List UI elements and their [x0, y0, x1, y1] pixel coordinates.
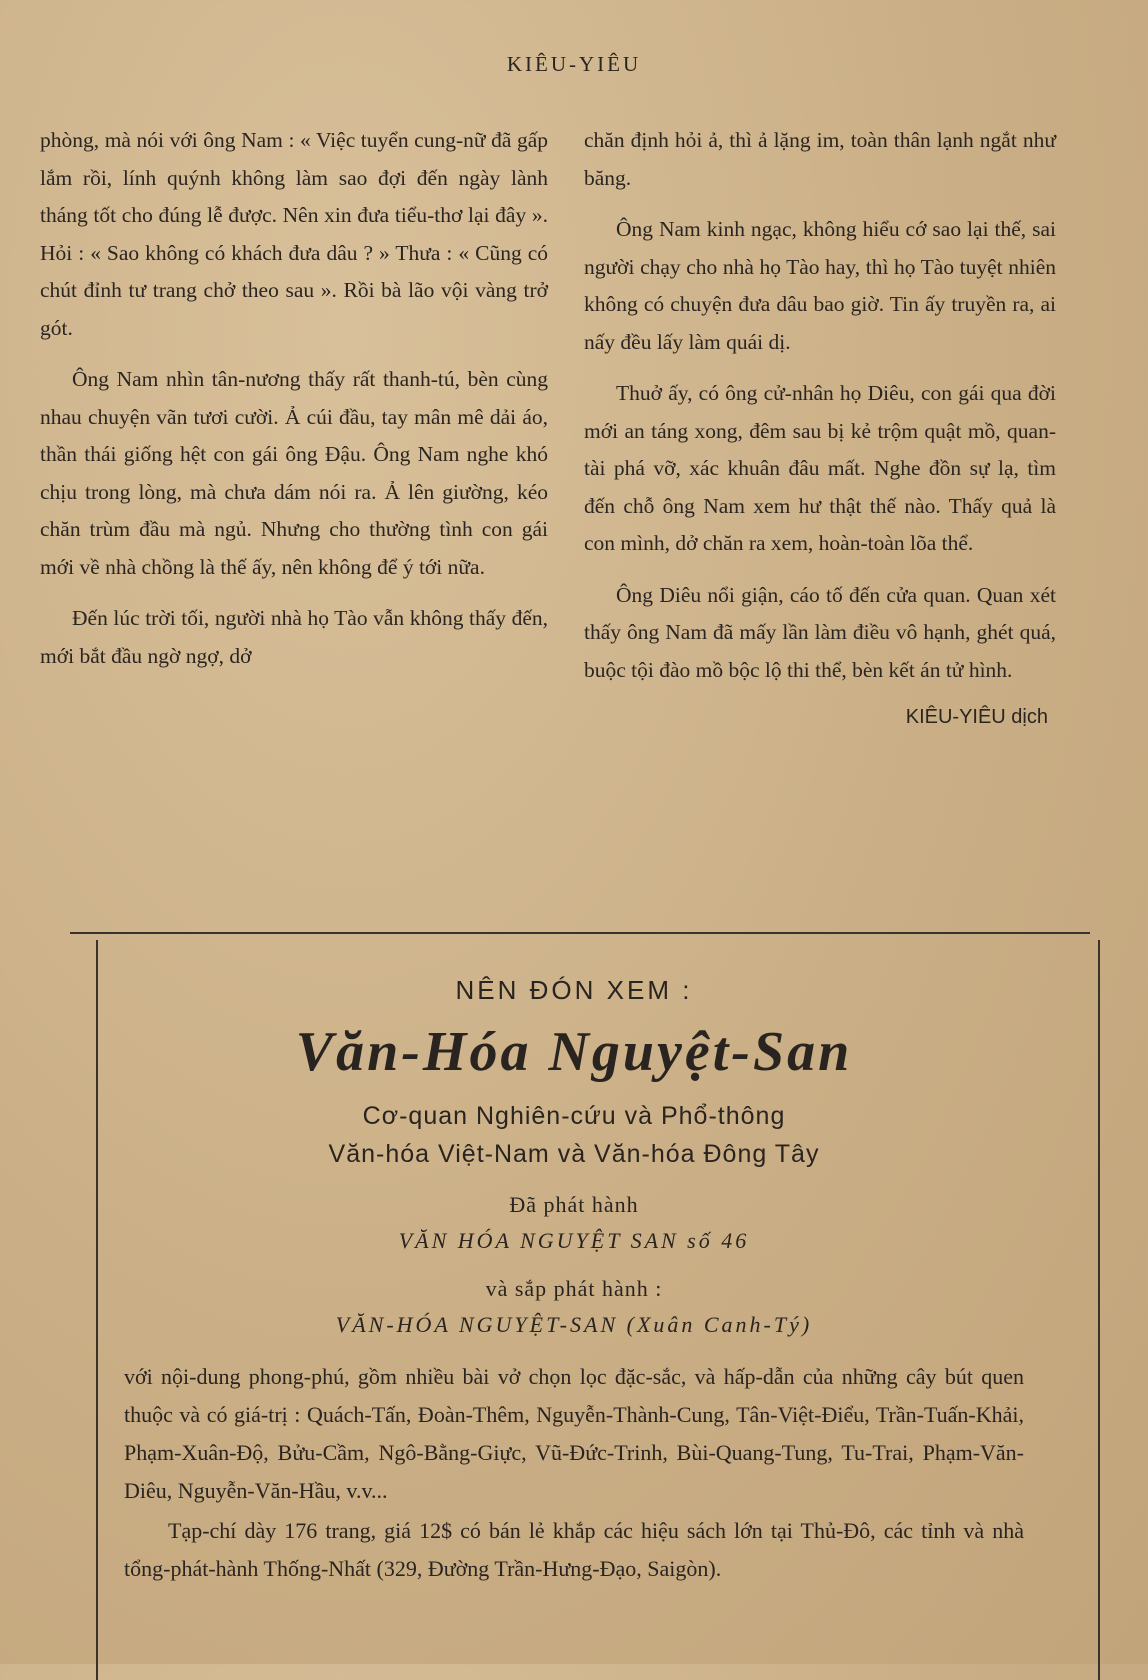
paragraph: chăn định hỏi ả, thì ả lặng im, toàn thân lạnh ngắt như băng. [584, 128, 1056, 190]
translator-signature: KIÊU-YIÊU dịch [905, 706, 1048, 728]
left-column [40, 122, 548, 689]
paragraph: Ông Diêu nổi giận, cáo tố đến cửa quan. Quan xét thấy ông Nam đã mấy lần làm điều vô hạnh, ghét quá, buộc tội đào mồ bộc lộ thi thể, bèn kết án tử hình. [584, 582, 1056, 682]
ad-line: Đã phát hành [509, 1192, 639, 1217]
divider [70, 932, 1090, 934]
ad-paragraph: Tạp-chí dày 176 trang, giá 12$ có bán lẻ khắp các hiệu sách lớn tại Thủ-Đô, các tỉnh và nhà tổng-phát-hành Thống-Nhất (329, Đường Trần-Hưng-Đạo, Saigòn). [124, 1518, 1024, 1581]
ad-body [124, 1358, 1024, 1590]
paragraph: Đến lúc trời tối, người nhà họ Tào vẫn không thấy đến, mới bắt đầu ngờ ngợ, dở [40, 606, 548, 668]
ad-issue: VĂN-HÓA NGUYỆT-SAN (Xuân Canh-Tý) [335, 1312, 813, 1337]
ad-subtitle: Cơ-quan Nghiên-cứu và Phổ-thông [362, 1102, 786, 1130]
paragraph: Ông Nam nhìn tân-nương thấy rất thanh-tú, bèn cùng nhau chuyện vãn tươi cười. Ả cúi đầu, tay mân mê dải áo, thần thái giống hệt con gái ông Đậu. Ông Nam nghe khó chịu trong lòng, mà chưa dám nói ra. Ả lên giường, kéo chăn trùm đầu mà ngủ. Nhưng cho thường tình con gái mới về nhà chồng là thế ấy, nên không để ý tới nữa. [40, 367, 548, 579]
ad-title: Văn-Hóa Nguyệt-San [295, 1021, 853, 1083]
ad-subtitle: Văn-hóa Việt-Nam và Văn-hóa Đông Tây [328, 1140, 820, 1168]
paragraph: Thuở ấy, có ông cử-nhân họ Diêu, con gái qua đời mới an táng xong, đêm sau bị kẻ trộm quật mồ, quan-tài phá vỡ, xác khuân đâu mất. Nghe đồn sự lạ, tìm đến chỗ ông Nam xem hư thật thế nào. Thấy quả là con mình, dở chăn ra xem, hoàn-toàn lõa thể. [584, 381, 1056, 555]
ad-lead: NÊN ĐÓN XEM : [455, 975, 693, 1005]
running-head: KIÊU-YIÊU [506, 52, 642, 76]
ad-issue: VĂN HÓA NGUYỆT SAN số 46 [398, 1228, 750, 1253]
paragraph: Ông Nam kinh ngạc, không hiểu cớ sao lại thế, sai người chạy cho nhà họ Tào hay, thì họ Tào tuyệt nhiên không có chuyện đưa dâu bao giờ. Tin ấy truyền ra, ai nấy đều lấy làm quái dị. [584, 217, 1056, 354]
ad-paragraph: với nội-dung phong-phú, gồm nhiều bài vở chọn lọc đặc-sắc, và hấp-dẫn của những cây bút quen thuộc và có giá-trị : Quách-Tấn, Đoàn-Thêm, Nguyễn-Thành-Cung, Tân-Việt-Điểu, Trần-Tuấn-Khải, Phạm-Xuân-Độ, Bửu-Cầm, Ngô-Bằng-Giực, Vũ-Đức-Trinh, Bùi-Quang-Tung, Tu-Trai, Phạm-Văn-Diêu, Nguyễn-Văn-Hầu, v.v... [124, 1364, 1024, 1503]
right-column [584, 122, 1056, 737]
paragraph: phòng, mà nói với ông Nam : « Việc tuyển cung-nữ đã gấp lắm rồi, lính quýnh không làm sao đợi đến ngày lành tháng tốt cho đúng lễ được. Nên xin đưa tiểu-thơ lại đây ». Hỏi : « Sao không có khách đưa dâu ? » Thưa : « Cũng có chút đỉnh tư trang chở theo sau ». Rồi bà lão vội vàng trở gót. [40, 128, 548, 340]
ad-line: và sắp phát hành : [485, 1276, 663, 1301]
